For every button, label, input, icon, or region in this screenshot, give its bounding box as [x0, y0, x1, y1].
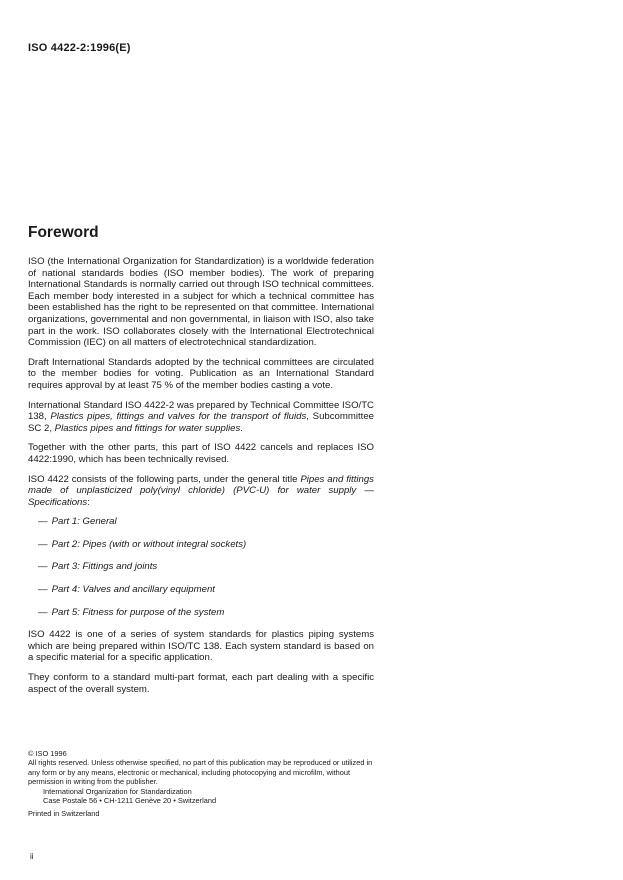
- text-run: .: [240, 422, 243, 434]
- text-run: International Standard ISO 4422-2 was prepared by Technical Committee ISO/TC 138,: [28, 399, 374, 423]
- dash: —: [38, 606, 48, 618]
- text-run: , Subcommittee SC 2,: [28, 411, 374, 434]
- dash: —: [38, 538, 48, 550]
- subcommittee-title: Plastics pipes and fittings for water supplies: [54, 422, 241, 434]
- paragraph-parts-intro: [28, 474, 374, 509]
- part-label: Part 3: Fittings and joints: [51, 561, 158, 573]
- dash: —: [38, 516, 48, 528]
- list-item: [28, 607, 374, 619]
- page-title: Foreword: [28, 224, 99, 241]
- document-id: ISO 4422-2:1996(E): [28, 42, 131, 54]
- part-label: Part 1: General: [51, 516, 117, 528]
- dash: —: [38, 561, 48, 573]
- printed-in: Printed in Switzerland: [28, 809, 100, 819]
- paragraph-replacement: Together with the other parts, this part of ISO 4422 cancels and replaces ISO 4422:1990, which has been technically revised.: [28, 442, 374, 465]
- dash: —: [38, 584, 48, 596]
- copyright-line: © ISO 1996: [28, 749, 67, 758]
- list-item: [28, 539, 374, 551]
- part-label: Part 5: Fitness for purpose of the system: [51, 606, 225, 618]
- list-item: [28, 561, 374, 573]
- copyright-block: [28, 749, 376, 819]
- committee-title: Plastics pipes, fittings and valves for the transport of fluids: [50, 411, 307, 423]
- part-label: Part 4: Valves and ancillary equipment: [51, 584, 215, 596]
- foreword-body: [28, 256, 374, 703]
- paragraph-format: They conform to a standard multi-part format, each part dealing with a specific aspect of the overall system.: [28, 672, 374, 695]
- text-run: :: [87, 496, 90, 508]
- list-item: [28, 516, 374, 528]
- paragraph-iso-intro: ISO (the International Organization for Standardization) is a worldwide federation of national standards bodies (ISO member bodies). The work of preparing International Standards is normally carried out through ISO technical committees. Each member body interested in a subject for which a technical committee has been established has the right to be represented on that committee. International organizations, governmental and non governmental, in liaison with ISO, also take part in the work. ISO collaborates closely with the International Electrotechnical Commission (IEC) on all matters of electrotechnical standardization.: [28, 256, 374, 349]
- paragraph-preparation: [28, 400, 374, 435]
- part-label: Part 2: Pipes (with or without integral sockets): [51, 538, 247, 550]
- page-number: ii: [30, 852, 34, 861]
- general-title: Pipes and fittings made of unplasticized poly(vinyl chloride) (PVC-U) for water supply — Specifications: [28, 473, 374, 508]
- paragraph-draft-standards: Draft International Standards adopted by the technical committees are circulated to the member bodies for voting. Publication as an International Standard requires approval by at least 75 % of the member bodies casting a vote.: [28, 356, 374, 391]
- organization-name: International Organization for Standardization: [43, 786, 192, 796]
- list-item: [28, 584, 374, 596]
- text-run: ISO 4422 consists of the following parts, under the general title: [28, 473, 301, 485]
- organization-address: Case Postale 56 • CH-1211 Genève 20 • Switzerland: [43, 796, 217, 806]
- rights-notice: All rights reserved. Unless otherwise specified, no part of this publication may be reproduced or utilized in any form or by any means, electronic or mechanical, including photocopying and microfilm, without permission in writing from the publisher.: [28, 758, 373, 787]
- paragraph-system-standards: ISO 4422 is one of a series of system standards for plastics piping systems which are being prepared within ISO/TC 138. Each system standard is based on a specific material for a specific application.: [28, 629, 374, 664]
